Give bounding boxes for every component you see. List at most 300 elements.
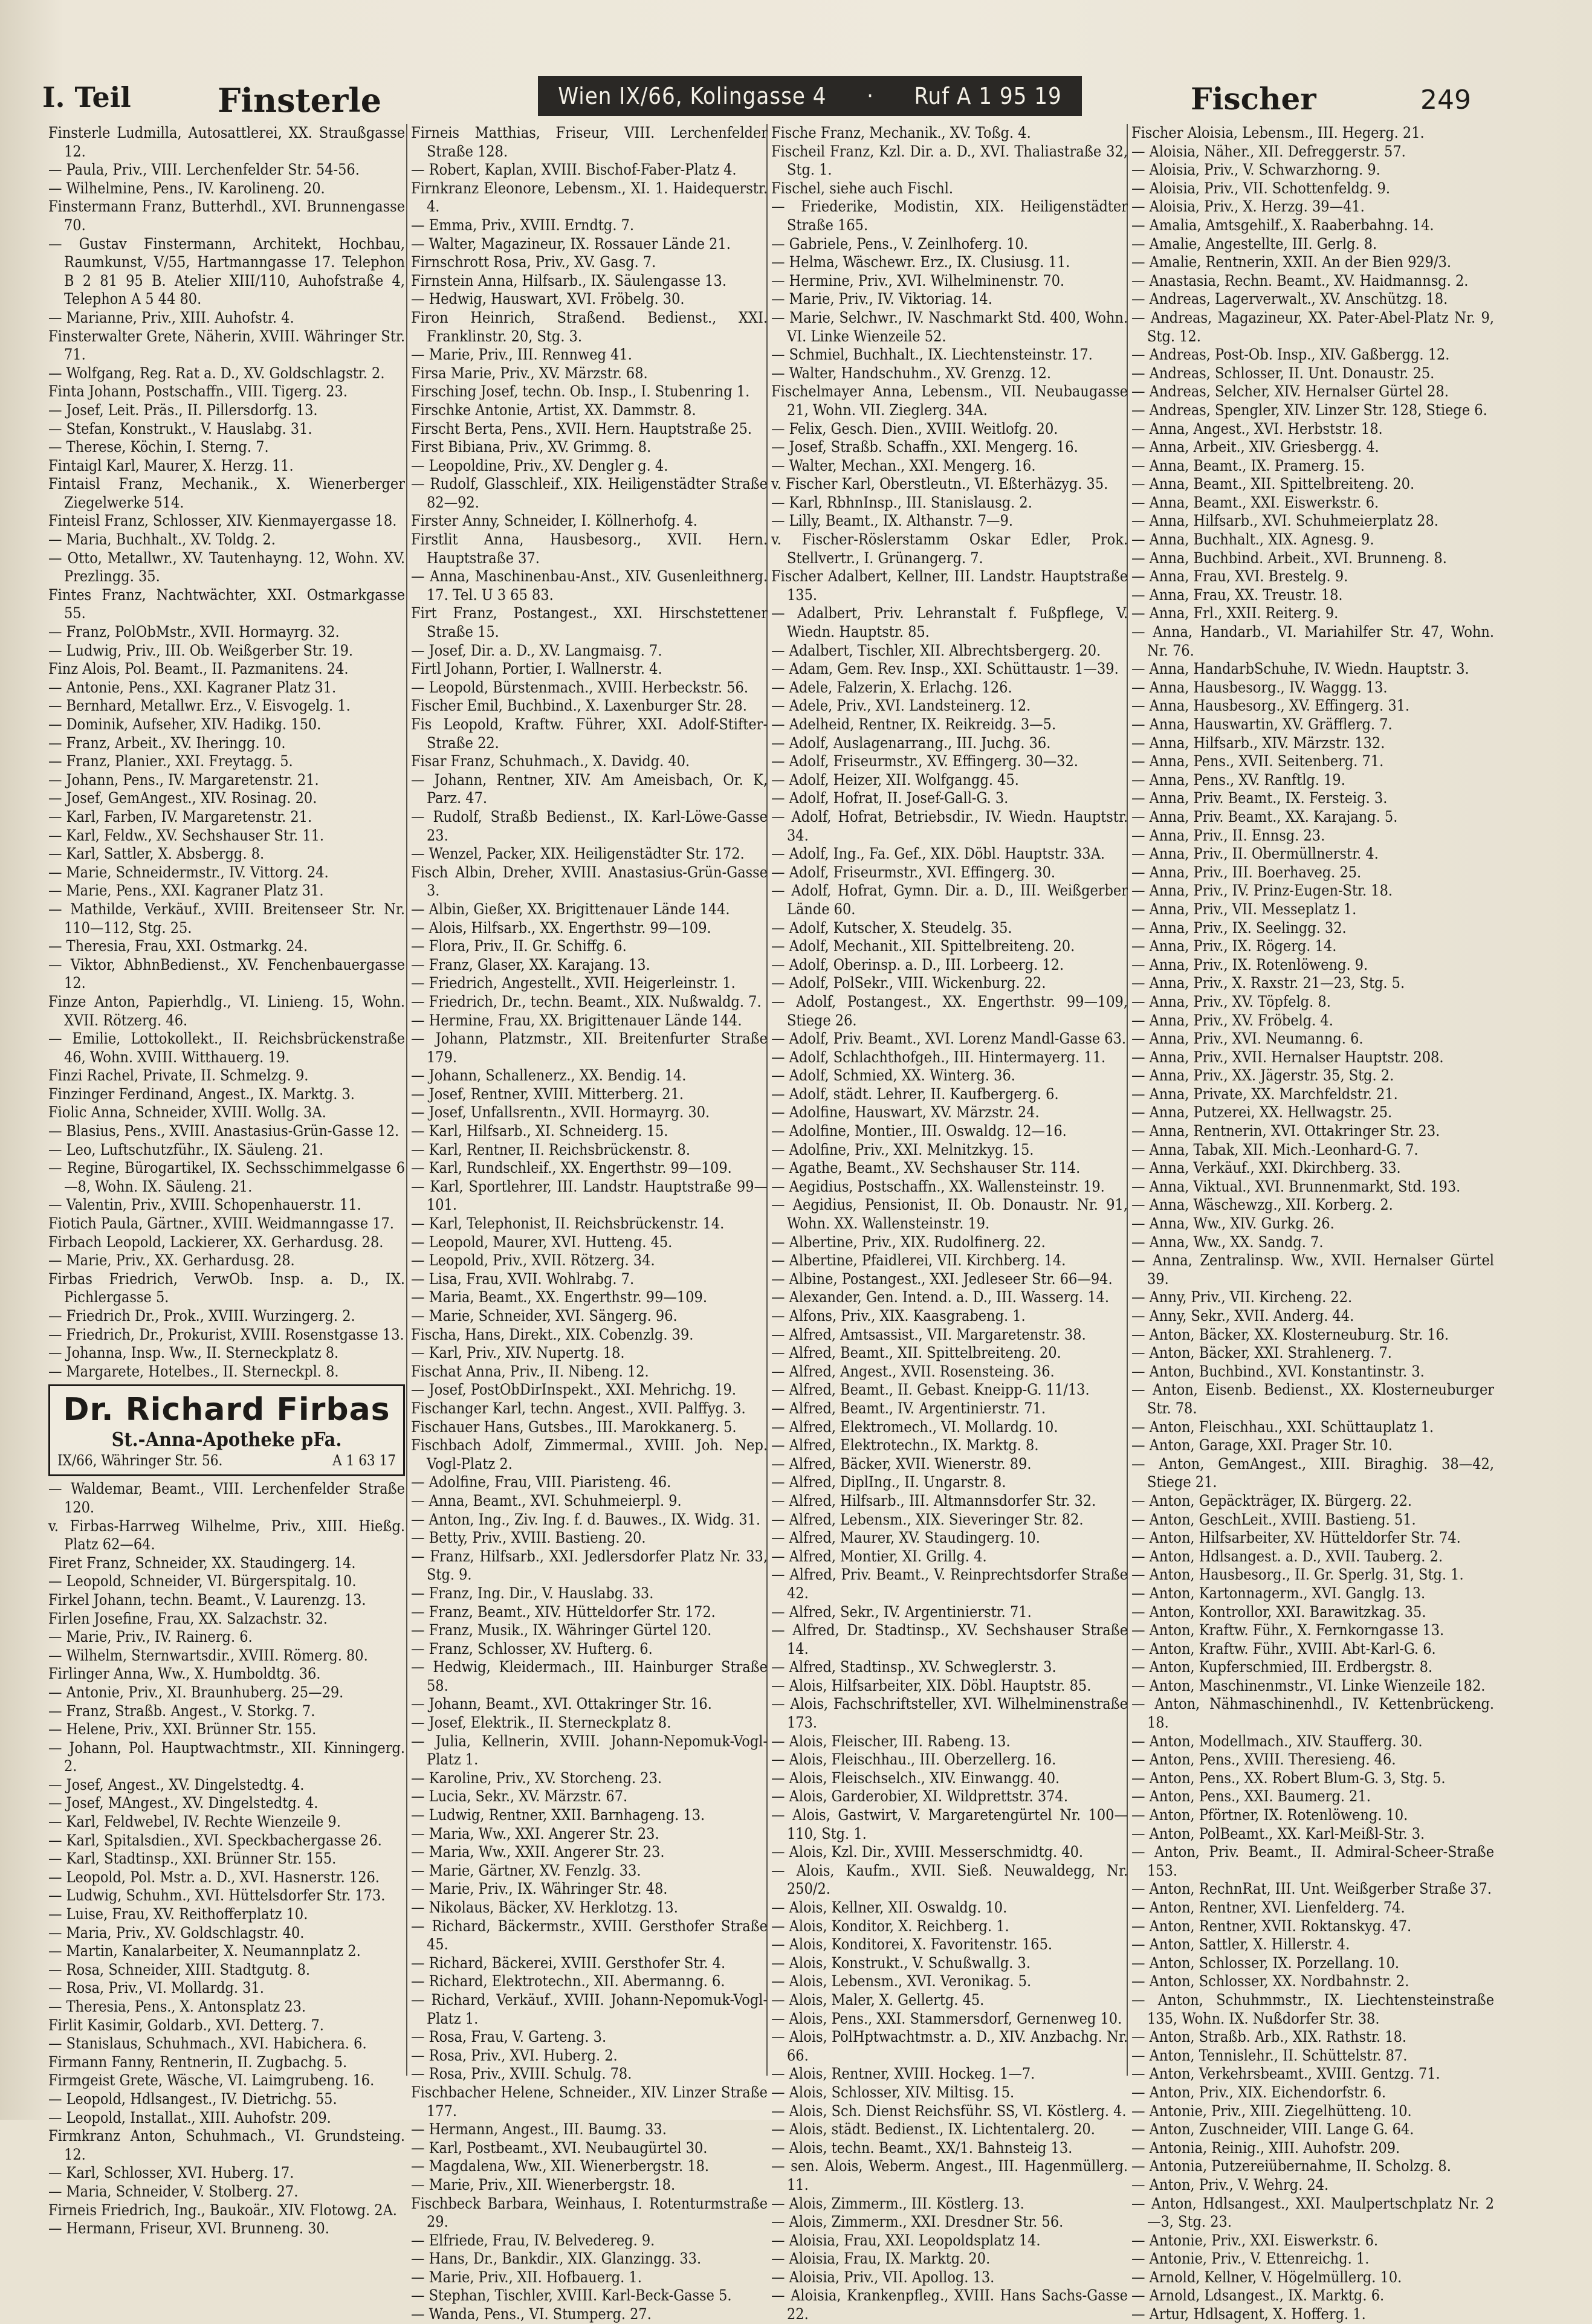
directory-entry: — Alois, Kaufm., XVII. Sieß. Neuwaldegg, Nr. 250/2. <box>771 1861 1128 1898</box>
directory-entry: — Alfred, Maurer, XV. Staudingerg. 10. <box>771 1529 1040 1547</box>
directory-entry: — Rosa, Priv., XVI. Huberg. 2. <box>411 2046 618 2064</box>
directory-entry: Firlit Kasimir, Goldarb., XVI. Detterg. 7. <box>48 2016 324 2034</box>
directory-entry: — Josef, Rentner, XVIII. Mitterberg. 21. <box>411 1085 684 1103</box>
directory-entry: — Maria, Schneider, V. Stolberg. 27. <box>48 2182 299 2200</box>
directory-entry: — Anna, Hausbesorg., IV. Waggg. 13. <box>1131 678 1388 696</box>
directory-entry: Fintes Franz, Nachtwächter, XXI. Ostmarkgasse 55. <box>48 586 405 622</box>
directory-entry: — Albine, Postangest., XXI. Jedleseer Str. 66—94. <box>771 1270 1113 1288</box>
directory-entry: — Anna, Priv., XVII. Hernalser Hauptstr. 208. <box>1131 1048 1444 1066</box>
directory-entry: — Anton, Rentner, XVI. Lienfelderg. 74. <box>1131 1899 1405 1916</box>
directory-entry: — Alfred, Beamt., XII. Spittelbreiteng. 20. <box>771 1344 1061 1362</box>
directory-entry: v. Firbas-Harrweg Wilhelme, Priv., XIII. Hießg. Platz 62—64. <box>48 1517 405 1554</box>
directory-entry: — Alois, Hilfsarb., XX. Engerthstr. 99—109. <box>411 918 711 937</box>
directory-entry: — Anton, Bäcker, XX. Klosterneuburg. Str. 16. <box>1131 1325 1449 1343</box>
directory-entry: — Alois, Fachschriftsteller, XVI. Wilhelminenstraße 173. <box>771 1695 1128 1732</box>
part-label: I. Teil <box>42 81 131 114</box>
directory-entry: — Friedrich, Angestellt., XVII. Heigerleinstr. 1. <box>411 974 736 992</box>
directory-entry: — Leopold, Installat., XIII. Auhofstr. 209. <box>48 2108 331 2126</box>
directory-entry: — Mathilde, Verkäuf., XVIII. Breitenseer Str. Nr. 110—112, Stg. 25. <box>48 900 405 937</box>
directory-entry: — Alois, Gastwirt, V. Margaretengürtel Nr. 100—110, Stg. 1. <box>771 1806 1128 1842</box>
directory-entry: — Adolfine, Montier., III. Oswaldg. 12—16. <box>771 1122 1067 1140</box>
directory-entry: — Alois, Fleischer, III. Rabeng. 13. <box>771 1732 1011 1750</box>
directory-entry: — Anton, Priv., XIX. Eichendorfstr. 6. <box>1131 2083 1386 2101</box>
directory-entry: — Adam, Gem. Rev. Insp., XXI. Schüttaustr. 1—39. <box>771 660 1119 678</box>
directory-entry: Finzinger Ferdinand, Angest., IX. Marktg. 3. <box>48 1085 355 1103</box>
directory-entry: First Bibiana, Priv., XV. Grimmg. 8. <box>411 438 652 456</box>
directory-entry: — Anton, Nähmaschinenhdl., IV. Kettenbrückeng. 18. <box>1131 1695 1494 1732</box>
directory-entry: — Hedwig, Kleidermach., III. Hainburger Straße 58. <box>411 1658 768 1694</box>
directory-entry: — Franz, Beamt., XIV. Hütteldorfer Str. 172. <box>411 1603 716 1621</box>
directory-entry: — Anton, Hilfsarbeiter, XV. Hütteldorfer Str. 74. <box>1131 1529 1461 1547</box>
directory-entry: — Rosa, Frau, V. Garteng. 3. <box>411 2028 607 2046</box>
directory-entry: — Anna, Priv., II. Ennsg. 23. <box>1131 826 1325 844</box>
directory-entry: — Theresia, Frau, XXI. Ostmarkg. 24. <box>48 937 308 955</box>
directory-entry: — Karl, Hilfsarb., XI. Schneiderg. 15. <box>411 1122 668 1140</box>
directory-entry: — Julia, Kellnerin, XVIII. Johann-Nepomuk-Vogl-Platz 1. <box>411 1732 768 1769</box>
directory-entry: — Anna, Priv. Beamt., IX. Fersteig. 3. <box>1131 789 1388 807</box>
directory-entry: — Blasius, Pens., XVIII. Anastasius-Grün-Gasse 12. <box>48 1122 400 1140</box>
directory-entry: — Walter, Handschuhm., XV. Grenzg. 12. <box>771 364 1052 382</box>
directory-entry: — Robert, Kaplan, XVIII. Bischof-Faber-Platz 4. <box>411 161 737 179</box>
directory-entry: — Anna, Frl., XXII. Reiterg. 9. <box>1131 604 1339 622</box>
directory-entry: — Adelheid, Rentner, IX. Reikreidg. 3—5. <box>771 715 1056 733</box>
directory-entry: — Anna, Beamt., XXI. Eiswerkstr. 6. <box>1131 493 1379 511</box>
directory-entry: — Anna, Priv., III. Boerhaveg. 25. <box>1131 863 1362 881</box>
directory-entry: — Johann, Rentner, XIV. Am Ameisbach, Or. K, Parz. 47. <box>411 770 768 807</box>
directory-entry: — Theresia, Pens., X. Antonsplatz 23. <box>48 1998 306 2015</box>
directory-entry: — Alfred, DiplIng., II. Ungarstr. 8. <box>771 1473 1006 1491</box>
directory-entry: Fischbacher Helene, Schneider., XIV. Linzer Straße 177. <box>411 2083 768 2120</box>
directory-entry: Finteisl Franz, Schlosser, XIV. Kienmayergasse 18. <box>48 512 397 530</box>
directory-entry: — Wenzel, Packer, XIX. Heiligenstädter Str. 172. <box>411 845 745 863</box>
directory-entry: — Anna, Private, XX. Marchfeldstr. 21. <box>1131 1085 1398 1103</box>
directory-entry: — Hedwig, Hauswart, XVI. Fröbelg. 30. <box>411 290 685 308</box>
directory-entry: — Alexander, Gen. Intend. a. D., III. Wasserg. 14. <box>771 1288 1109 1306</box>
directory-entry: Firmgeist Grete, Wäsche, VI. Laimgrubeng. 16. <box>48 2071 375 2090</box>
directory-entry: — Arnold, Kellner, V. Högelmüllerg. 10. <box>1131 2268 1402 2286</box>
directory-entry: Fischer Emil, Buchbind., X. Laxenburger Str. 28. <box>411 697 747 715</box>
directory-entry: Fischa, Hans, Direkt., XIX. Cobenzlg. 39. <box>411 1325 694 1343</box>
directory-entry: Fintaigl Karl, Maurer, X. Herzg. 11. <box>48 456 294 474</box>
directory-entry: — Anton, Maschinenmstr., VI. Linke Wienzeile 182. <box>1131 1676 1486 1694</box>
directory-entry: — Anton, Schuhmmstr., IX. Liechtensteinstraße 135, Wohn. IX. Nußdorfer Str. 38. <box>1131 1990 1494 2027</box>
directory-entry: Fischel, siehe auch Fischl. <box>771 179 954 197</box>
directory-entry: — Aloisia, Frau, XXI. Leopoldsplatz 14. <box>771 2231 1041 2249</box>
directory-entry: — Marie, Priv., XII. Hofbauerg. 1. <box>411 2268 642 2286</box>
directory-entry: — Adolf, Friseurmstr., XV. Effingerg. 30—32. <box>771 752 1078 770</box>
directory-entry: — Anton, GeschLeit., XVIII. Bastieng. 51. <box>1131 1510 1416 1528</box>
directory-entry: — Anna, Priv., IV. Prinz-Eugen-Str. 18. <box>1131 882 1393 900</box>
directory-entry: — Alois, Sch. Dienst Reichsführ. SS, VI. Köstlerg. 4. <box>771 2102 1127 2120</box>
directory-entry: — Margarete, Hotelbes., II. Sterneckpl. 8. <box>48 1362 339 1380</box>
ad-address: IX/66, Währinger Str. 56. <box>57 1452 223 1470</box>
directory-entry: — Adolf, Priv. Beamt., XVI. Lorenz Mandl-Gasse 63. <box>771 1030 1127 1048</box>
directory-entry: — Paula, Priv., VIII. Lerchenfelder Str. 54-56. <box>48 161 360 179</box>
directory-entry: Firmkranz Anton, Schuhmach., VI. Grundsteing. 12. <box>48 2127 405 2163</box>
directory-entry: — Dominik, Aufseher, XIV. Hadikg. 150. <box>48 715 322 733</box>
directory-entry: — Walter, Magazineur, IX. Rossauer Lände 21. <box>411 234 731 253</box>
directory-entry: — Alois, Kellner, XII. Oswaldg. 10. <box>771 1899 1008 1916</box>
column-1 <box>48 124 405 2238</box>
directory-entry: — Anton, RechnRat, III. Unt. Weißgerber Straße 37. <box>1131 1880 1492 1898</box>
directory-entry: — Lisa, Frau, XVII. Wohlrabg. 7. <box>411 1270 635 1288</box>
directory-entry: — Anton, Fleischhau., XXI. Schüttauplatz 1. <box>1131 1418 1434 1436</box>
directory-entry: — Marie, Pens., XXI. Kagraner Platz 31. <box>48 882 324 900</box>
directory-entry: — Karl, Farben, IV. Margaretenstr. 21. <box>48 807 312 825</box>
directory-entry: — Alfred, Dr. Stadtinsp., XV. Sechshauser Straße 14. <box>771 1621 1128 1657</box>
directory-entry: — Alois, techn. Beamt., XX/1. Bahnsteig 13. <box>771 2138 1073 2157</box>
directory-entry: — Karl, Feldwebel, IV. Rechte Wienzeile 9. <box>48 1813 341 1831</box>
directory-entry: Firscht Berta, Pens., XVII. Hern. Hauptstraße 25. <box>411 419 752 437</box>
directory-entry: — Adolf, Auslagenarrang., III. Juchg. 36. <box>771 734 1051 752</box>
directory-entry: — Johann, Beamt., XVI. Ottakringer Str. 16. <box>411 1695 712 1713</box>
directory-entry: — Lucia, Sekr., XV. Märzstr. 67. <box>411 1787 628 1806</box>
directory-entry: — Karl, Sattler, X. Absbergg. 8. <box>48 845 265 863</box>
directory-entry: Firlinger Anna, Ww., X. Humboldtg. 36. <box>48 1665 321 1683</box>
directory-entry: — Marie, Priv., XII. Wienerbergstr. 18. <box>411 2175 676 2193</box>
directory-entry: — Adolf, PolSekr., VIII. Wickenburg. 22. <box>771 974 1046 992</box>
directory-entry: — Helma, Wäschewr. Erz., IX. Clusiusg. 11. <box>771 253 1070 271</box>
directory-entry: — Amalie, Angestellte, III. Gerlg. 8. <box>1131 234 1377 253</box>
directory-entry: — Anton, Sattler, X. Hillerstr. 4. <box>1131 1935 1350 1954</box>
left-guide-word: Finsterle <box>218 81 382 120</box>
directory-entry: — Franz, Straßb. Angest., V. Storkg. 7. <box>48 1702 315 1720</box>
directory-entry: — Karl, Sportlehrer, III. Landstr. Hauptstraße 99—101. <box>411 1177 768 1214</box>
directory-entry: Firster Anny, Schneider, I. Köllnerhofg. 4. <box>411 512 697 530</box>
directory-entry: — Aloisia, Frau, IX. Marktg. 20. <box>771 2250 991 2268</box>
directory-entry: Fisar Franz, Schuhmach., X. Davidg. 40. <box>411 752 690 770</box>
right-guide-word: Fischer <box>1191 81 1316 117</box>
directory-entry: — Alois, Zimmerm., III. Köstlerg. 13. <box>771 2194 1024 2212</box>
directory-entry: — Andreas, Selcher, XIV. Hernalser Gürtel 28. <box>1131 382 1449 401</box>
directory-entry: — Anton, Schlosser, XX. Nordbahnstr. 2. <box>1131 1972 1409 1990</box>
directory-entry: — Andreas, Lagerverwalt., XV. Anschützg. 18. <box>1131 290 1448 308</box>
directory-entry: Finsterwalter Grete, Näherin, XVIII. Währinger Str. 71. <box>48 327 405 364</box>
directory-entry: — Anton, Rentner, XVII. Roktanskyg. 47. <box>1131 1917 1412 1935</box>
directory-entry: Firnkranz Eleonore, Lebensm., XI. 1. Haidequerstr. 4. <box>411 179 768 216</box>
directory-entry: — Alois, Schlosser, XIV. Miltisg. 15. <box>771 2083 1015 2101</box>
directory-entry: Firt Franz, Postangest., XXI. Hirschstettener Straße 15. <box>411 604 768 641</box>
directory-entry: — Hermann, Angest., III. Baumg. 33. <box>411 2120 667 2138</box>
directory-entry: — Karl, Priv., XIV. Nupertg. 18. <box>411 1344 625 1362</box>
directory-entry: — Marie, Priv., XX. Gerhardusg. 28. <box>48 1251 295 1270</box>
directory-entry: — sen. Alois, Weberm. Angest., III. Hagenmüllerg. 11. <box>771 2157 1128 2193</box>
directory-entry: — Anna, Hilfsarb., XVI. Schuhmeierplatz 28. <box>1131 512 1438 530</box>
directory-entry: — Marie, Schneider, XVI. Sängerg. 96. <box>411 1307 678 1325</box>
directory-entry: — Antonie, Priv., XIII. Ziegelhütteng. 10. <box>1131 2102 1412 2120</box>
directory-entry: — Ludwig, Rentner, XXII. Barnhageng. 13. <box>411 1806 705 1824</box>
directory-entry: — Marie, Priv., III. Rennweg 41. <box>411 346 632 364</box>
directory-entry: — Johann, Schallenerz., XX. Bendig. 14. <box>411 1067 687 1085</box>
directory-entry: — Anton, Eisenb. Bedienst., XX. Klosterneuburger Str. 78. <box>1131 1381 1494 1417</box>
column-divider <box>406 124 407 2076</box>
directory-entry: — Therese, Köchin, I. Sterng. 7. <box>48 438 269 456</box>
directory-entry: — Albertine, Pfaidlerei, VII. Kirchberg. 14. <box>771 1251 1066 1270</box>
directory-entry: — Bernhard, Metallwr. Erz., V. Eisvogelg. 1. <box>48 697 351 715</box>
directory-entry: — Anna, Priv., XV. Fröbelg. 4. <box>1131 1011 1333 1029</box>
directory-entry: — Aloisia, Priv., VII. Apollog. 13. <box>771 2268 995 2286</box>
directory-entry: — Elfriede, Frau, IV. Belvedereg. 9. <box>411 2231 655 2249</box>
directory-entry: — Flora, Priv., II. Gr. Schiffg. 6. <box>411 937 627 955</box>
directory-entry: — Leopold, Priv., XVII. Rötzerg. 34. <box>411 1251 655 1270</box>
directory-entry: — Leopold, Pol. Mstr. a. D., XVI. Hasnerstr. 126. <box>48 1868 380 1886</box>
directory-entry: — Karoline, Priv., XV. Storcheng. 23. <box>411 1769 662 1787</box>
directory-entry: — Anton, Priv. Beamt., II. Admiral-Scheer-Straße 153. <box>1131 1843 1494 1879</box>
directory-entry: — Josef, Unfallsrentn., XVII. Hormayrg. 30. <box>411 1103 710 1122</box>
directory-entry: — Regine, Bürogartikel, IX. Sechsschimmelgasse 6—8, Wohn. IX. Säuleng. 21. <box>48 1159 405 1195</box>
directory-entry: Finz Alois, Pol. Beamt., II. Pazmanitens. 24. <box>48 660 349 678</box>
directory-entry: — Anna, Buchhalt., XIX. Agnesg. 9. <box>1131 531 1374 549</box>
directory-entry: — Alfred, Lebensm., XIX. Sieveringer Str. 82. <box>771 1510 1084 1528</box>
directory-entry: — Anna, HandarbSchuhe, IV. Wiedn. Hauptstr. 3. <box>1131 660 1469 678</box>
directory-entry: — Karl, Rentner, II. Reichsbrückenstr. 8. <box>411 1140 690 1158</box>
directory-entry: — Wanda, Pens., VI. Stumperg. 27. <box>411 2305 652 2323</box>
directory-entry: — Leopold, Schneider, VI. Bürgerspitalg. 10. <box>48 1572 357 1590</box>
directory-entry: — Emilie, Lottokollekt., II. Reichsbrückenstraße 46, Wohn. XVIII. Witthauerg. 19. <box>48 1030 405 1066</box>
directory-entry: — Marie, Priv., IV. Rainerg. 6. <box>48 1628 253 1646</box>
directory-entry: — Aloisia, Näher., XII. Defreggerstr. 57. <box>1131 142 1406 160</box>
directory-entry: — Otto, Metallwr., XV. Tautenhayng. 12, Wohn. XV. Prezlingg. 35. <box>48 549 405 586</box>
directory-entry: — Alois, Hilfsarbeiter, XIX. Döbl. Hauptstr. 85. <box>771 1676 1092 1694</box>
directory-entry: — Josef, Leit. Präs., II. Pillersdorfg. 13. <box>48 401 318 419</box>
directory-entry: — Johann, Pens., IV. Margaretenstr. 21. <box>48 770 319 789</box>
directory-entry: — Marie, Schneidermstr., IV. Vittorg. 24. <box>48 863 329 881</box>
directory-entry: — Anna, Wäschewzg., XII. Korberg. 2. <box>1131 1196 1393 1214</box>
directory-entry: Fiolic Anna, Schneider, XVIII. Wollg. 3A. <box>48 1103 326 1122</box>
directory-entry: — Anna, Arbeit., XIV. Griesbergg. 4. <box>1131 438 1379 456</box>
directory-entry: — Antonie, Priv., XXI. Eiswerkstr. 6. <box>1131 2231 1379 2249</box>
directory-entry: — Antonie, Pens., XXI. Kagraner Platz 31. <box>48 678 337 696</box>
directory-entry: — Adolf, Hofrat, Betriebsdir., IV. Wiedn. Hauptstr. 34. <box>771 807 1128 844</box>
directory-entry: — Alfred, Priv. Beamt., V. Reinprechtsdorfer Straße 42. <box>771 1566 1128 1602</box>
directory-entry: — Karl, Rundschleif., XX. Engerthstr. 99—109. <box>411 1159 732 1177</box>
directory-entry: — Anton, Kraftw. Führ., X. Fernkorngasse 13. <box>1131 1621 1445 1639</box>
directory-entry: — Aloisia, Priv., X. Herzg. 39—41. <box>1131 198 1365 216</box>
directory-entry: — Karl, Schlosser, XVI. Huberg. 17. <box>48 2164 294 2182</box>
directory-entry: — Adolf, Hofrat, Gymn. Dir. a. D., III. Weißgerber Lände 60. <box>771 882 1128 918</box>
directory-entry: — Anna, Putzerei, XX. Hellwagstr. 25. <box>1131 1103 1393 1122</box>
directory-entry: — Anna, Priv., IX. Rotenlöweng. 9. <box>1131 955 1368 973</box>
directory-entry: — Anna, Beamt., XVI. Schuhmeierpl. 9. <box>411 1491 682 1509</box>
directory-entry: — Anny, Sekr., XVII. Anderg. 44. <box>1131 1307 1354 1325</box>
directory-entry: — Anna, Pens., XV. Ranftlg. 19. <box>1131 770 1345 789</box>
ad-title: Dr. Richard Firbas <box>63 1392 390 1428</box>
directory-entry: — Anton, Pens., XVIII. Theresieng. 46. <box>1131 1751 1396 1769</box>
directory-entry: — Anny, Priv., VII. Kircheng. 22. <box>1131 1288 1353 1306</box>
directory-entry: — Ludwig, Schuhm., XVI. Hüttelsdorfer Str. 173. <box>48 1887 386 1905</box>
directory-entry: — Alois, Fleischselch., XIV. Einwangg. 40. <box>771 1769 1060 1787</box>
directory-entry: — Karl, Telephonist, II. Reichsbrückenstr. 14. <box>411 1215 725 1233</box>
advertisement-box <box>48 1384 405 1476</box>
directory-entry: — Anton, Tennislehr., II. Schüttelstr. 87. <box>1131 2046 1408 2064</box>
directory-entry: — Friedrich, Dr., techn. Beamt., XIX. Nußwaldg. 7. <box>411 992 762 1010</box>
directory-entry: Fintaisl Franz, Mechanik., X. Wienerberger Ziegelwerke 514. <box>48 475 405 511</box>
directory-entry: — Josef, Angest., XV. Dingelstedtg. 4. <box>48 1775 305 1793</box>
directory-entry: — Alois, Maler, X. Gellertg. 45. <box>771 1990 985 2009</box>
directory-entry: — Leo, Luftschutzführ., IX. Säuleng. 21. <box>48 1140 324 1158</box>
directory-entry: Fischauer Hans, Gutsbes., III. Marokkanerg. 5. <box>411 1418 737 1436</box>
directory-entry: — Karl, RbhnInsp., III. Stanislausg. 2. <box>771 493 1032 511</box>
directory-entry: — Adolf, Heizer, XII. Wolfgangg. 45. <box>771 770 1019 789</box>
directory-entry: — Maria, Buchhalt., XV. Toldg. 2. <box>48 531 276 549</box>
directory-entry: — Marie, Gärtner, XV. Fenzlg. 33. <box>411 1861 641 1879</box>
directory-entry: — Johann, Platzmstr., XII. Breitenfurter Straße 179. <box>411 1030 768 1066</box>
directory-entry: — Leopold, Maurer, XVI. Hutteng. 45. <box>411 1233 673 1251</box>
directory-entry: — Anna, Hilfsarb., XIV. Märzstr. 132. <box>1131 734 1385 752</box>
directory-entry: Finta Johann, Postschaffn., VIII. Tigerg. 23. <box>48 382 348 401</box>
directory-entry: — Maria, Priv., XV. Goldschlagstr. 40. <box>48 1923 305 1942</box>
directory-entry: — Antonia, Putzereiübernahme, II. Scholzg. 8. <box>1131 2157 1451 2175</box>
directory-entry: — Maria, Ww., XXI. Angerer Str. 23. <box>411 1824 659 1842</box>
directory-entry: — Anna, Priv., VII. Messeplatz 1. <box>1131 900 1357 918</box>
directory-entry: — Leopold, Hdlsangest., IV. Dietrichg. 55. <box>48 2090 337 2108</box>
directory-entry: — Richard, Verkäuf., XVIII. Johann-Nepomuk-Vogl-Platz 1. <box>411 1990 768 2027</box>
directory-entry: — Adolf, Kutscher, X. Steudelg. 35. <box>771 918 1012 937</box>
directory-entry: — Marianne, Priv., XIII. Auhofstr. 4. <box>48 308 294 326</box>
directory-entry: — Josef, Elektrik., II. Sterneckplatz 8. <box>411 1714 671 1732</box>
directory-entry: — Magdalena, Ww., XII. Wienerbergstr. 18. <box>411 2157 710 2175</box>
directory-entry: Firkel Johann, techn. Beamt., V. Laurenzg. 13. <box>48 1590 366 1609</box>
directory-entry: Firlen Josefine, Frau, XX. Salzachstr. 32. <box>48 1609 328 1627</box>
directory-entry: — Agathe, Beamt., XV. Sechshauser Str. 114. <box>771 1159 1081 1177</box>
directory-entry: — Franz, Glaser, XX. Karajang. 13. <box>411 955 650 973</box>
directory-entry: — Hermine, Frau, XX. Brigittenauer Lände 144. <box>411 1011 742 1029</box>
directory-entry: — Antonia, Reinig., XIII. Auhofstr. 209. <box>1131 2138 1400 2157</box>
directory-entry: — Helene, Priv., XXI. Brünner Str. 155. <box>48 1720 317 1738</box>
directory-entry: — Hermann, Friseur, XVI. Brunneng. 30. <box>48 2219 329 2238</box>
directory-entry: — Anna, Hausbesorg., XV. Effingerg. 31. <box>1131 697 1410 715</box>
directory-entry: — Anton, Garage, XXI. Prager Str. 10. <box>1131 1436 1393 1454</box>
directory-entry: — Anna, Ww., XX. Sandg. 7. <box>1131 1233 1324 1251</box>
directory-entry: — Anton, Hausbesorg., II. Gr. Sperlg. 31, Stg. 1. <box>1131 1566 1464 1584</box>
directory-entry: — Franz, Arbeit., XV. Iheringg. 10. <box>48 734 286 752</box>
directory-entry: — Alfred, Bäcker, XVII. Wienerstr. 89. <box>771 1454 1032 1473</box>
directory-entry: — Anton, Modellmach., XIV. Staufferg. 30. <box>1131 1732 1423 1750</box>
directory-entry: — Nikolaus, Bäcker, XV. Herklotzg. 13. <box>411 1899 678 1916</box>
directory-entry: — Anton, Verkehrsbeamt., XVIII. Gentzg. 71. <box>1131 2065 1440 2083</box>
directory-entry: — Friedrich Dr., Prok., XVIII. Wurzingerg. 2. <box>48 1307 355 1325</box>
directory-entry: Firnschrott Rosa, Priv., XV. Gasg. 7. <box>411 253 656 271</box>
column-3 <box>771 124 1128 2323</box>
directory-entry: — Felix, Gesch. Dien., XVIII. Weitlofg. 20. <box>771 419 1058 437</box>
directory-entry: — Adolf, Ing., Fa. Gef., XIX. Döbl. Hauptstr. 33A. <box>771 845 1105 863</box>
directory-entry: Fischelmayer Anna, Lebensm., VII. Neubaugasse 21, Wohn. VII. Zieglerg. 34A. <box>771 382 1128 419</box>
directory-entry: — Josef, PostObDirInspekt., XXI. Mehrichg. 19. <box>411 1381 736 1399</box>
directory-entry: — Hermine, Priv., XVI. Wilhelminenstr. 70. <box>771 271 1065 289</box>
directory-entry: Firneis Friedrich, Ing., Baukoär., XIV. Flotowg. 2A. <box>48 2201 397 2219</box>
directory-entry: — Adolfine, Frau, VIII. Piaristeng. 46. <box>411 1473 671 1491</box>
directory-entry: — Anton, Kartonnagerm., XVI. Ganglg. 13. <box>1131 1584 1426 1602</box>
directory-entry: — Aegidius, Pensionist, II. Ob. Donaustr. Nr. 91, Wohn. XX. Wallensteinstr. 19. <box>771 1196 1128 1233</box>
directory-entry: — Rosa, Priv., VI. Mollardg. 31. <box>48 1979 264 1997</box>
directory-entry: Firtl Johann, Portier, I. Wallnerstr. 4. <box>411 660 662 678</box>
directory-entry: — Anna, Priv., IX. Rögerg. 14. <box>1131 937 1337 955</box>
directory-entry: Fiotich Paula, Gärtner., XVIII. Weidmanngasse 17. <box>48 1215 394 1233</box>
directory-entry: — Stanislaus, Schuhmach., XVI. Habichera. 6. <box>48 2035 367 2053</box>
directory-entry: Fischbach Adolf, Zimmermal., XVIII. Joh. Nep. Vogl-Platz 2. <box>411 1436 768 1473</box>
directory-entry: Firneis Matthias, Friseur, VIII. Lerchenfelder Straße 128. <box>411 124 768 160</box>
directory-entry: Fischer Aloisia, Lebensm., III. Hegerg. 21. <box>1131 124 1425 141</box>
directory-entry: — Adolf, Schmied, XX. Winterg. 36. <box>771 1067 1015 1085</box>
directory-entry: — Anna, Handarb., VI. Mariahilfer Str. 47, Wohn. Nr. 76. <box>1131 623 1494 659</box>
page-number: 249 <box>1420 85 1471 115</box>
directory-entry: — Alois, Zimmerm., XXI. Dresdner Str. 56. <box>771 2213 1064 2231</box>
directory-entry: — Andreas, Spengler, XIV. Linzer Str. 128, Stiege 6. <box>1131 401 1487 419</box>
directory-entry: — Maria, Beamt., XX. Engerthstr. 99—109. <box>411 1288 707 1306</box>
directory-entry: — Anastasia, Rechn. Beamt., XV. Haidmannsg. 2. <box>1131 271 1469 289</box>
directory-entry: — Gabriele, Pens., V. Zeinlhoferg. 10. <box>771 234 1028 253</box>
directory-entry: — Marie, Selchwr., IV. Naschmarkt Std. 400, Wohn. VI. Linke Wienzeile 52. <box>771 308 1128 345</box>
directory-entry: Fis Leopold, Kraftw. Führer, XXI. Adolf-Stifter-Straße 22. <box>411 715 768 752</box>
directory-entry: — Ludwig, Priv., III. Ob. Weißgerber Str. 19. <box>48 641 354 659</box>
directory-entry: Firon Heinrich, Straßend. Bedienst., XXI. Franklinstr. 20, Stg. 3. <box>411 308 768 345</box>
column-1-entries-bottom <box>48 1480 405 2238</box>
directory-entry: — Anton, Kontrollor, XXI. Barawitzkag. 35. <box>1131 1603 1426 1621</box>
directory-entry: — Richard, Bäckerei, XVIII. Gersthofer Str. 4. <box>411 1954 726 1972</box>
directory-entry: — Anna, Tabak, XII. Mich.-Leonhard-G. 7. <box>1131 1140 1419 1158</box>
directory-entry: — Hans, Dr., Bankdir., XIX. Glanzingg. 33. <box>411 2250 702 2268</box>
directory-entry: — Anton, Hdlsangest. a. D., XVII. Tauberg. 2. <box>1131 1547 1443 1565</box>
directory-entry: — Alois, Konditor, X. Reichberg. 1. <box>771 1917 1009 1935</box>
directory-entry: — Friederike, Modistin, XIX. Heiligenstädter Straße 165. <box>771 198 1128 234</box>
banner-phone: Ruf A 1 95 19 <box>914 83 1062 109</box>
directory-entry: — Alois, städt. Bedienst., IX. Lichtentalerg. 20. <box>771 2120 1095 2138</box>
directory-entry: — Marie, Priv., IX. Währinger Str. 48. <box>411 1880 668 1898</box>
directory-entry: Firstlit Anna, Hausbesorg., XVII. Hern. Hauptstraße 37. <box>411 531 768 567</box>
directory-entry: — Anna, Zentralinsp. Ww., XVII. Hernalser Gürtel 39. <box>1131 1251 1494 1288</box>
directory-entry: — Anna, Rentnerin, XVI. Ottakringer Str. 23. <box>1131 1122 1440 1140</box>
directory-entry: — Anna, Priv., IX. Seelingg. 32. <box>1131 918 1347 937</box>
directory-entry: Firbach Leopold, Lackierer, XX. Gerhardusg. 28. <box>48 1233 384 1251</box>
directory-entry: — Alois, PolHptwachtmstr. a. D., XIV. Anzbachg. Nr. 66. <box>771 2028 1128 2064</box>
directory-entry: — Alfred, Amtsassist., VII. Margaretenstr. 38. <box>771 1325 1086 1343</box>
directory-entry: — Anna, Verkäuf., XXI. Dkirchberg. 33. <box>1131 1159 1401 1177</box>
directory-entry: Firsa Marie, Priv., XV. Märzstr. 68. <box>411 364 648 382</box>
ad-contact-line <box>57 1451 396 1470</box>
page-header <box>42 71 1471 126</box>
directory-entry: — Anna, Priv., XX. Jägerstr. 35, Stg. 2. <box>1131 1067 1394 1085</box>
directory-entry: — Anton, Ing., Ziv. Ing. f. d. Bauwes., IX. Widg. 31. <box>411 1510 761 1528</box>
directory-entry: — Karl, Feldw., XV. Sechshauser Str. 11. <box>48 826 325 844</box>
directory-entry: — Alfred, Elektromech., VI. Mollardg. 10. <box>771 1418 1058 1436</box>
directory-entry: — Albin, Gießer, XX. Brigittenauer Lände 144. <box>411 900 730 918</box>
directory-entry: — Anna, Frau, XX. Treustr. 18. <box>1131 586 1343 604</box>
directory-entry: — Anna, Buchbind. Arbeit., XVI. Brunneng. 8. <box>1131 549 1447 567</box>
directory-entry: — Arnold, Ldsangest., IX. Marktg. 6. <box>1131 2287 1385 2305</box>
directory-entry: Firschke Antonie, Artist, XX. Dammstr. 8. <box>411 401 696 419</box>
directory-entry: Finze Anton, Papierhdlg., VI. Linieng. 15, Wohn. XVII. Rötzerg. 46. <box>48 992 405 1029</box>
ad-phone: A 1 63 17 <box>332 1452 396 1470</box>
directory-entry: — Antonie, Priv., V. Ettenreichg. 1. <box>1131 2250 1370 2268</box>
directory-entry: — Anna, Beamt., XII. Spittelbreiteng. 20. <box>1131 475 1415 493</box>
directory-entry: — Franz, PolObMstr., XVII. Hormayrg. 32. <box>48 623 340 641</box>
directory-entry: — Adolf, Hofrat, II. Josef-Gall-G. 3. <box>771 789 1009 807</box>
directory-entry: — Alois, Rentner, XVIII. Hockeg. 1—7. <box>771 2065 1035 2083</box>
directory-entry: — Anna, Maschinenbau-Anst., XIV. Gusenleithnerg. 17. Tel. U 3 65 83. <box>411 567 768 604</box>
directory-entry: — Adolf, Oberinsp. a. D., III. Lorbeerg. 12. <box>771 955 1064 973</box>
directory-entry: Fischat Anna, Priv., II. Nibeng. 12. <box>411 1362 649 1380</box>
directory-entry: — Alfred, Angest., XVII. Rosensteing. 36. <box>771 1362 1055 1380</box>
directory-entry: — Alfred, Beamt., IV. Argentinierstr. 71. <box>771 1399 1046 1417</box>
directory-entry: — Andreas, Schlosser, II. Unt. Donaustr. 25. <box>1131 364 1435 382</box>
directory-entry: Fischbeck Barbara, Weinhaus, I. Rotenturmstraße 29. <box>411 2194 768 2231</box>
directory-entry: — Adolf, Mechanit., XII. Spittelbreiteng. 20. <box>771 937 1075 955</box>
directory-entry: — Walter, Mechan., XXI. Mengerg. 16. <box>771 456 1036 474</box>
directory-entry: — Gustav Finstermann, Architekt, Hochbau, Raumkunst, V/55, Hartmanngasse 17. Telephon B 2 81 95 B. Atelier XIII/110, Auhofstraße 4, Telephon A 5 44 80. <box>48 234 405 308</box>
directory-entry: — Anna, Priv., X. Raxstr. 21—23, Stg. 5. <box>1131 974 1405 992</box>
directory-entry: — Rudolf, Straßb Bedienst., IX. Karl-Löwe-Gasse 23. <box>411 807 768 844</box>
directory-entry: Firsching Josef, techn. Ob. Insp., I. Stubenring 1. <box>411 382 750 401</box>
